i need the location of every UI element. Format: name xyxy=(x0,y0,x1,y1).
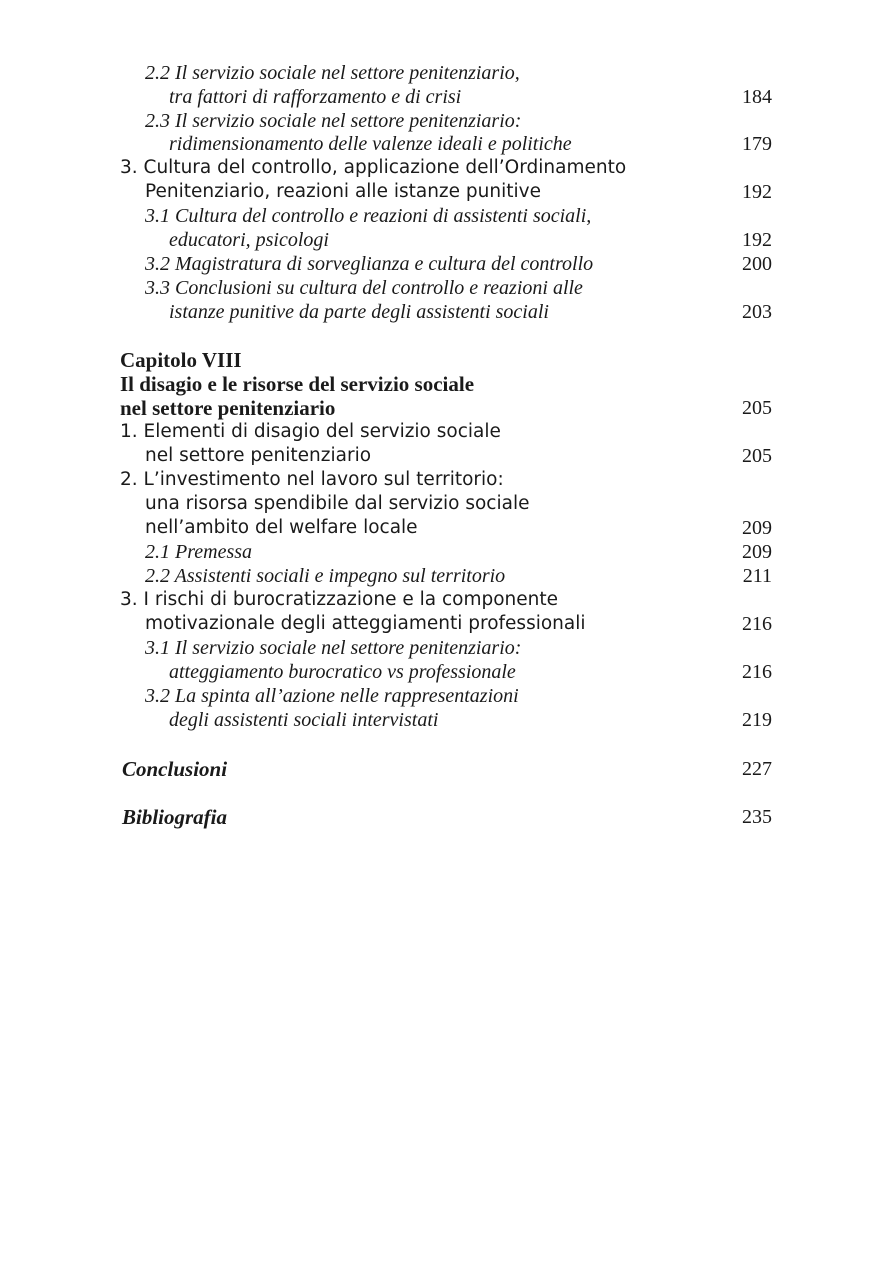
toc-entry-8-3-cont xyxy=(0,612,877,636)
toc-entry-title: motivazionale degli atteggiamenti professionali xyxy=(145,613,586,634)
toc-entry-title: 3.1 Cultura del controllo e reazioni di assistenti sociali, xyxy=(145,205,592,227)
toc-entry-8-2-cont xyxy=(0,492,877,516)
toc-entry-8-3-1 xyxy=(0,636,877,660)
toc-page-number: 216 xyxy=(742,661,772,683)
toc-page-number: 211 xyxy=(742,565,772,587)
toc-section-title: Bibliografia xyxy=(122,805,228,829)
chapter-title-text: Il disagio e le risorse del servizio sociale xyxy=(120,372,475,396)
toc-entry-8-1-cont xyxy=(0,444,877,468)
toc-entry-title: 2.2 Assistenti sociali e impegno sul territorio xyxy=(145,565,506,587)
chapter-title-cont xyxy=(0,396,877,420)
toc-page-number: 192 xyxy=(742,229,772,251)
toc-section-title: Conclusioni xyxy=(122,757,228,781)
toc-entry-title: educatori, psicologi xyxy=(169,229,329,251)
toc-entry-title: 3.2 Magistratura di sorveglianza e cultura del controllo xyxy=(145,253,594,275)
toc-entry-8-3 xyxy=(0,588,877,612)
toc-entry-title: degli assistenti sociali intervistati xyxy=(169,709,439,731)
toc-entry-8-3-2-cont xyxy=(0,708,877,732)
toc-entry-title: 2.1 Premessa xyxy=(145,541,253,563)
toc-page-number: 192 xyxy=(742,181,772,203)
toc-page-number: 179 xyxy=(742,133,772,155)
toc-entry-title: nel settore penitenziario xyxy=(145,445,372,466)
toc-entry-title: tra fattori di rafforzamento e di crisi xyxy=(169,86,462,108)
chapter-title xyxy=(0,372,877,396)
chapter-label xyxy=(0,348,877,372)
toc-page-number: 184 xyxy=(742,86,772,108)
toc-page-number: 235 xyxy=(742,806,772,828)
toc-page-number: 200 xyxy=(742,253,772,275)
chapter-number: Capitolo VIII xyxy=(120,348,242,372)
toc-entry-title: 2. L’investimento nel lavoro sul territorio: xyxy=(120,469,504,490)
chapter-title-text: nel settore penitenziario xyxy=(120,396,336,420)
toc-entry-title: istanze punitive da parte degli assistenti sociali xyxy=(169,301,549,323)
toc-page-number: 205 xyxy=(742,445,772,467)
toc-entry-title: 3.3 Conclusioni su cultura del controllo e reazioni alle xyxy=(145,277,583,299)
toc-page-number: 209 xyxy=(742,541,772,563)
toc-entry-3-1-cont xyxy=(0,228,877,252)
toc-entry-8-2-2 xyxy=(0,564,877,588)
toc-entry-title: atteggiamento burocratico vs professionale xyxy=(169,661,516,683)
toc-entry-8-2-cont2 xyxy=(0,516,877,540)
toc-page-number: 216 xyxy=(742,613,772,635)
toc-entry-title: nell’ambito del welfare locale xyxy=(145,517,418,538)
toc-page-number: 219 xyxy=(742,709,772,731)
toc-entry-title: 2.2 Il servizio sociale nel settore penitenziario, xyxy=(145,62,520,84)
toc-entry-3-2 xyxy=(0,252,877,276)
toc-entry-3-3-cont xyxy=(0,300,877,324)
toc-page-number: 227 xyxy=(742,758,772,780)
toc-entry-title: ridimensionamento delle valenze ideali e politiche xyxy=(169,133,572,155)
toc-entry-title: 3.2 La spinta all’azione nelle rappresentazioni xyxy=(145,685,519,707)
toc-entry-title: una risorsa spendibile dal servizio sociale xyxy=(145,493,530,514)
toc-entry-2-2-cont xyxy=(0,85,877,109)
toc-entry-2-3-cont xyxy=(0,132,877,156)
toc-entry-8-1 xyxy=(0,420,877,444)
toc-entry-8-3-2 xyxy=(0,684,877,708)
toc-entry-3 xyxy=(0,156,877,180)
toc-bibliografia xyxy=(0,805,877,829)
toc-entry-title: 2.3 Il servizio sociale nel settore penitenziario: xyxy=(145,110,522,132)
toc-page-number: 203 xyxy=(742,301,772,323)
toc-entry-2-3 xyxy=(0,109,877,133)
toc-entry-8-2 xyxy=(0,468,877,492)
toc-entry-8-2-1 xyxy=(0,540,877,564)
toc-entry-8-3-1-cont xyxy=(0,660,877,684)
toc-conclusioni xyxy=(0,757,877,781)
toc-entry-title: 1. Elementi di disagio del servizio sociale xyxy=(120,421,501,442)
toc-entry-2-2 xyxy=(0,61,877,85)
toc-entry-title: Penitenziario, reazioni alle istanze punitive xyxy=(145,181,541,202)
toc-entry-3-1 xyxy=(0,204,877,228)
toc-page-number: 205 xyxy=(742,397,772,419)
toc-entry-3-3 xyxy=(0,276,877,300)
toc-entry-3-cont xyxy=(0,180,877,204)
toc-entry-title: 3.1 Il servizio sociale nel settore penitenziario: xyxy=(145,637,522,659)
toc-page-number: 209 xyxy=(742,517,772,539)
toc-entry-title: 3. I rischi di burocratizzazione e la componente xyxy=(120,589,559,610)
toc-entry-title: 3. Cultura del controllo, applicazione dell’Ordinamento xyxy=(120,157,627,178)
